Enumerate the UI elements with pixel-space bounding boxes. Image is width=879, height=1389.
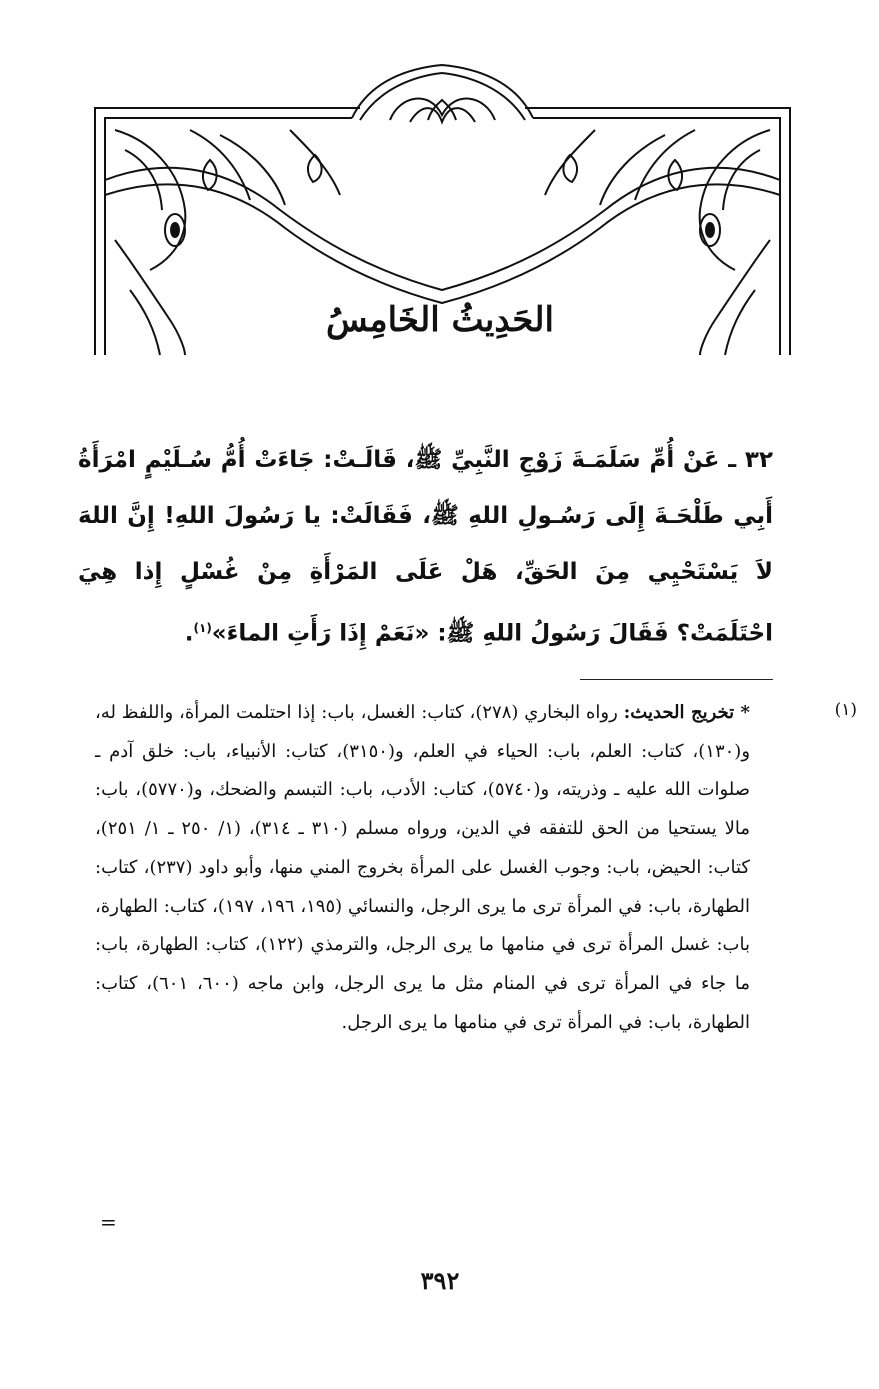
- hadith-text-block: [78, 432, 773, 662]
- footnote-lead: * تخريج الحديث:: [623, 702, 750, 723]
- footnote-text: رواه البخاري (٢٧٨)، كتاب: الغسل، باب: إذا احتلمت المرأة، واللفظ له، و(١٣٠)، كتاب: العلم، باب: الحياء في العلم، و(٣١٥٠)، كتاب: الأنبياء، باب: خلق آدم ـ صلوات الله عليه ـ وذريته، و(٥٧٤٠)، كتاب: الأدب، باب: التبسم والضحك، و(٥٧٧٠)، باب: مالا يستحيا من الحق للتفقه في الدين، ورواه مسلم (٣١٠ ـ ٣١٤)، (١/ ٢٥٠ ـ ١/ ٢٥١)، كتاب: الحيض، باب: وجوب الغسل على المرأة بخروج المني منها، وأبو داود (٢٣٧)، كتاب: الطهارة، باب: في المرأة ترى ما يرى الرجل، والنسائي (١٩٥، ١٩٦، ١٩٧)، كتاب: الطهارة، باب: غسل المرأة ترى في منامها ما يرى الرجل، والترمذي (١٢٢)، كتاب: الطهارة، باب: ما جاء في المرأة ترى في المنام مثل ما يرى الرجل، وابن ماجه (٦٠٠، ٦٠١)، كتاب: الطهارة، باب: في المرأة ترى في منامها ما يرى الرجل.: [95, 702, 751, 1033]
- hadith-end-punctuation: .: [184, 620, 194, 647]
- footnote-marker: (١): [834, 700, 857, 720]
- footnote-block: [95, 694, 750, 1042]
- chapter-title: الحَدِيثُ الخَامِسُ: [326, 300, 554, 340]
- continuation-mark: =: [100, 1210, 117, 1234]
- footnote-reference: (١): [193, 621, 212, 635]
- hadith-text: ٣٢ ـ عَنْ أُمِّ سَلَمَـةَ زَوْجِ النَّبِيِّ ﷺ، قَالَـتْ: جَاءَتْ أُمُّ سُـلَيْمٍ امْرَأَةُ أَبِي طَلْحَـةَ إِلَى رَسُـولِ اللهِ ﷺ، فَقَالَتْ: يا رَسُولَ اللهِ! إِنَّ اللهَ لاَ يَسْتَحْيِي مِنَ الحَقِّ، هَلْ عَلَى المَرْأَةِ مِنْ غُسْلٍ إِذا هِيَ احْتَلَمَتْ؟ فَقَالَ رَسُولُ اللهِ ﷺ: «نَعَمْ إِذَا رَأَتِ الماءَ»: [78, 447, 773, 647]
- page-number: ٣٩٢: [420, 1266, 460, 1295]
- footnote-separator: [580, 679, 773, 680]
